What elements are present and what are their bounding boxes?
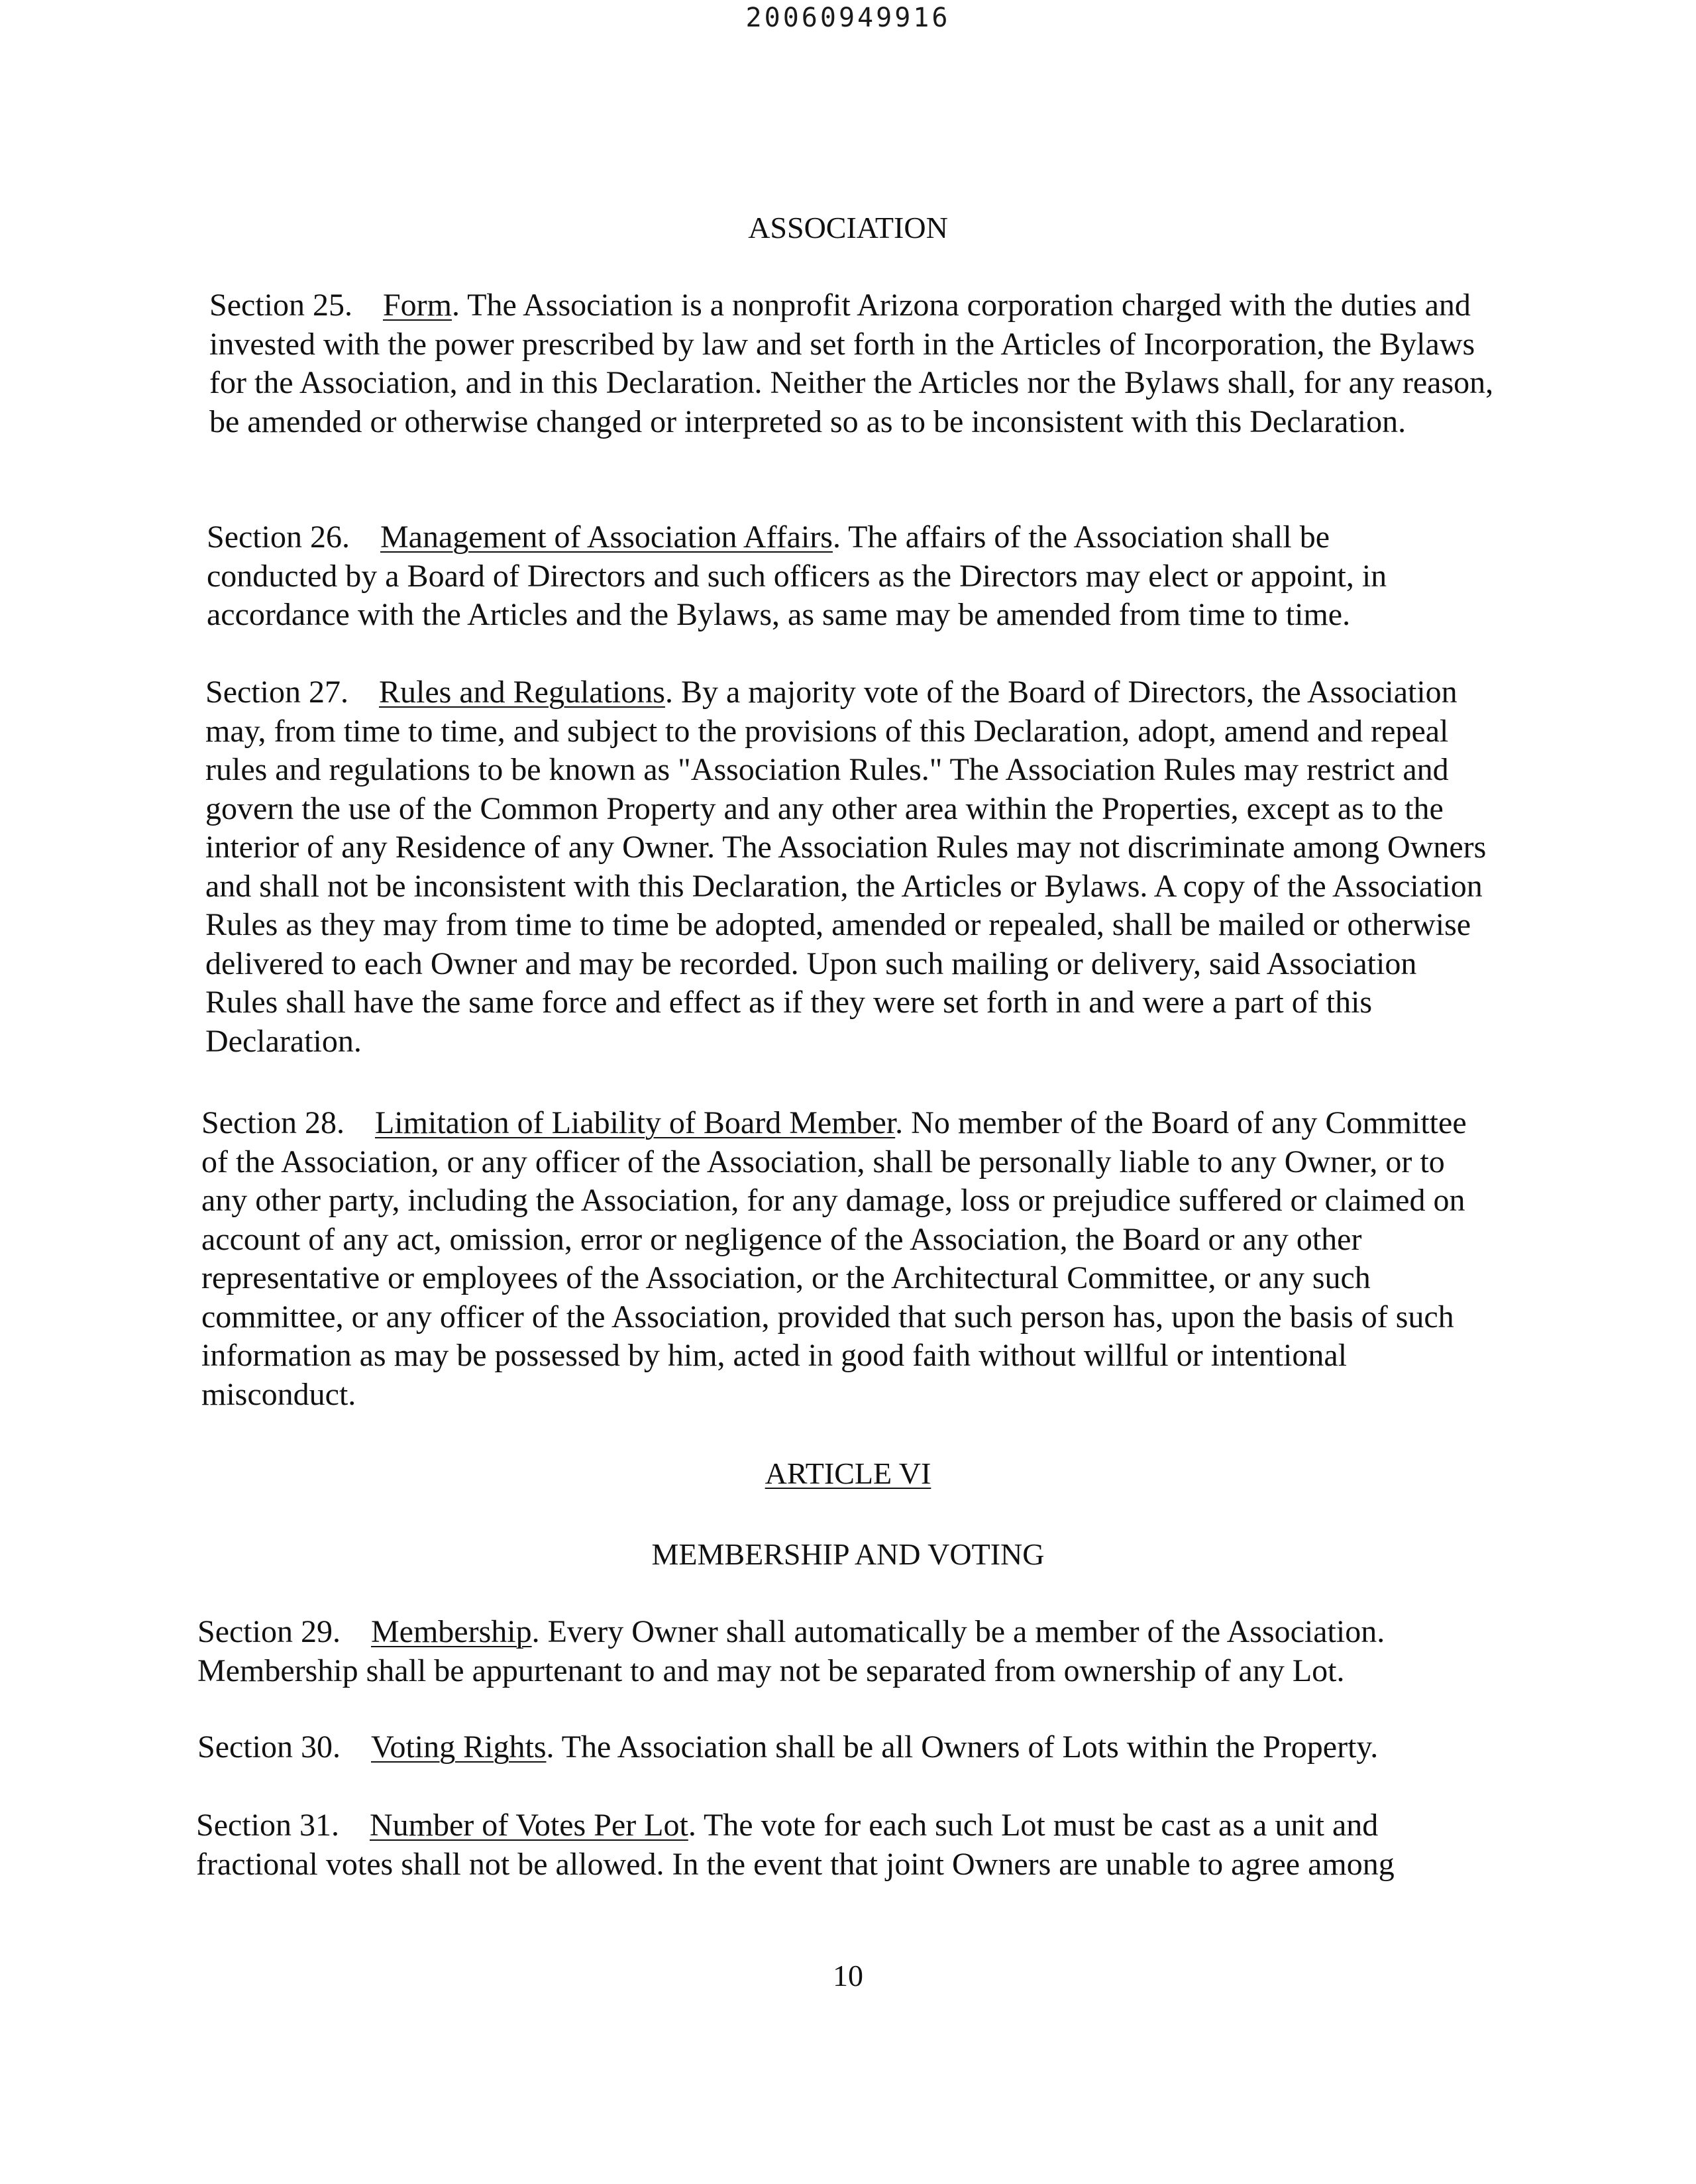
section-28 (201, 1104, 1483, 1414)
section-body: . The Association is a nonprofit Arizona corporation charged with the duties and invested with the power prescribed by law and set forth in the Articles of Incorporation, the Bylaws for the Association, and in this Declaration. Neither the Articles nor the Bylaws shall, for any reason, be amended or otherwise changed or interpreted so as to be inconsistent with this Declaration. (209, 288, 1494, 439)
section-number: Section 29. (197, 1614, 341, 1649)
section-number: Section 28. (201, 1105, 344, 1140)
section-title: Form (382, 288, 452, 323)
document-id: 20060949916 (745, 3, 951, 33)
section-31 (196, 1806, 1478, 1884)
section-29 (197, 1613, 1476, 1690)
section-number: Section 25. (209, 288, 352, 323)
heading-association: ASSOCIATION (748, 211, 948, 245)
section-body: . Every Owner shall automatically be a member of the Association. Membership shall be appurtenant to and may not be separated from ownership of any Lot. (197, 1614, 1385, 1688)
section-title: Number of Votes Per Lot (369, 1808, 688, 1843)
section-27 (205, 673, 1494, 1061)
article-subheading: MEMBERSHIP AND VOTING (651, 1537, 1045, 1571)
section-body: . No member of the Board of any Committee of the Association, or any officer of the Association, shall be personally liable to any Owner, or to any other party, including the Association, for any damage, loss or prejudice suffered or claimed on account of any act, omission, error or negligence of the Association, the Board or any other representative or employees of the Association, or the Architectural Committee, or any such committee, or any officer of the Association, provided that such person has, upon the basis of such information as may be possessed by him, acted in good faith without willful or intentional misconduct. (201, 1105, 1467, 1412)
article-heading-text: ARTICLE VI (765, 1456, 931, 1490)
section-body: . The Association shall be all Owners of Lots within the Property. (546, 1729, 1379, 1765)
section-number: Section 26. (207, 519, 350, 555)
section-title: Rules and Regulations (378, 675, 665, 710)
section-number: Section 31. (196, 1808, 339, 1843)
section-30 (197, 1728, 1522, 1767)
section-number: Section 27. (205, 675, 348, 710)
section-body: . The vote for each such Lot must be cast as a unit and fractional votes shall not be allowed. In the event that joint Owners are unable to agree among (196, 1808, 1395, 1882)
section-body: . By a majority vote of the Board of Directors, the Association may, from time to time, and subject to the provisions of this Declaration, adopt, amend and repeal rules and regulations to be known as "Association Rules." The Association Rules may restrict and govern the use of the Common Property and any other area within the Properties, except as to the interior of any Residence of any Owner. The Association Rules may not discriminate among Owners and shall not be inconsistent with this Declaration, the Articles or Bylaws. A copy of the Association Rules as they may from time to time be adopted, amended or repealed, shall be mailed or otherwise delivered to each Owner and may be recorded. Upon such mailing or delivery, said Association Rules shall have the same force and effect as if they were set forth in and were a part of this Declaration. (205, 675, 1487, 1059)
section-title: Voting Rights (370, 1729, 547, 1765)
section-title: Membership (370, 1614, 532, 1649)
section-26 (207, 518, 1465, 635)
section-title: Management of Association Affairs (380, 519, 833, 555)
section-number: Section 30. (197, 1729, 341, 1765)
section-25 (209, 286, 1501, 441)
article-heading (0, 1455, 1696, 1492)
section-title: Limitation of Liability of Board Member (374, 1105, 896, 1140)
section-body: . The affairs of the Association shall be conducted by a Board of Directors and such officers as the Directors may elect or appoint, in accordance with the Articles and the Bylaws, as same may be amended from time to time. (207, 519, 1387, 632)
page-number: 10 (833, 1959, 863, 1993)
